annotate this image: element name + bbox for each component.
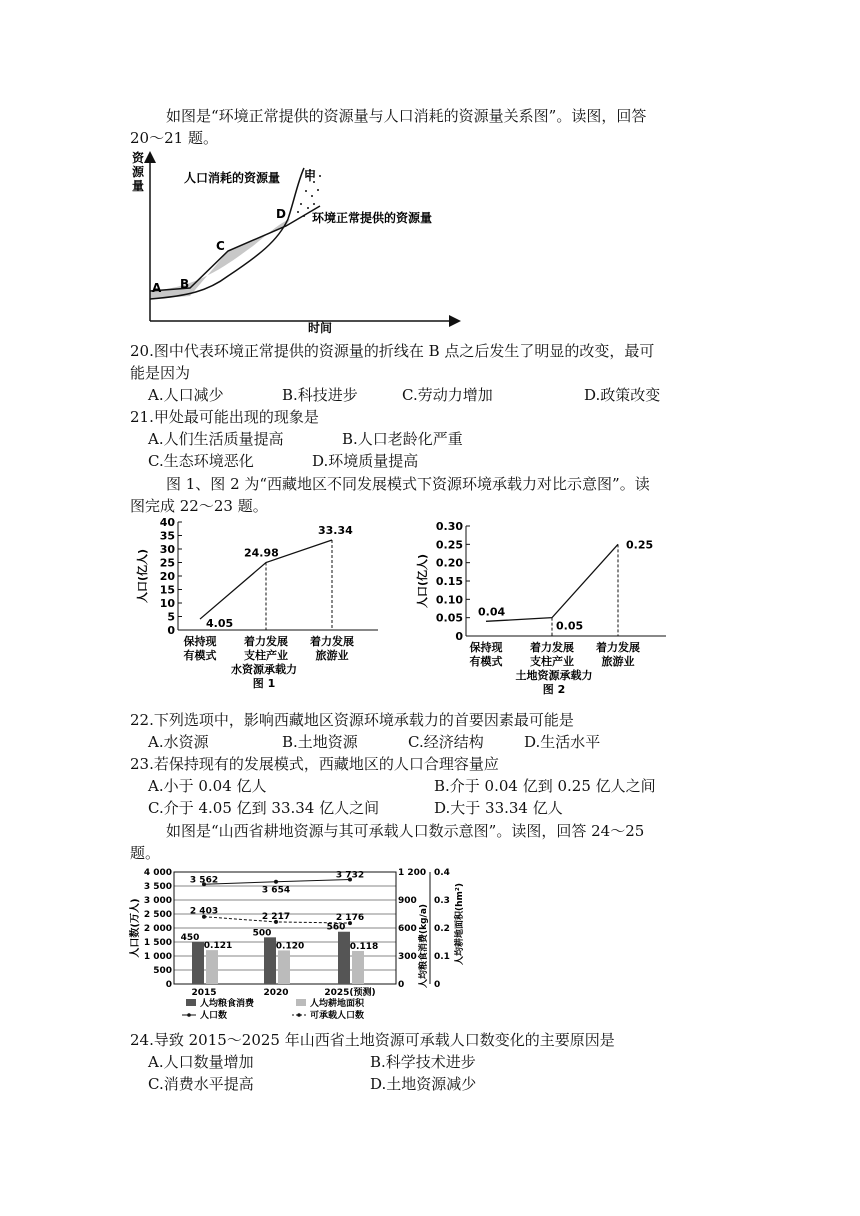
q22-option-a[interactable]: A.水资源 <box>148 733 209 751</box>
data-label: 0.25 <box>626 538 654 552</box>
y-right-tick: 0.1 <box>434 952 450 962</box>
y-axis-label-2: 源 <box>132 165 145 179</box>
y-tick-label: 15 <box>159 583 175 597</box>
consumption-curve <box>150 168 304 299</box>
intro-1-line-1: 如图是“环境正常提供的资源量与人口消耗的资源量关系图”。读图，回答 <box>166 107 647 125</box>
y-tick-label: 0.20 <box>435 556 463 570</box>
q24-option-d[interactable]: D.土地资源减少 <box>370 1075 477 1093</box>
chart-land-capacity <box>414 520 674 705</box>
q23-option-d[interactable]: D.大于 33.34 亿人 <box>434 799 563 817</box>
category-label: 旅游业 <box>315 649 349 662</box>
y-left-tick: 2 000 <box>143 924 172 934</box>
y-mid-tick: 300 <box>398 952 417 962</box>
category-label: 保持现 <box>183 635 217 648</box>
y-mid-tick: 0 <box>398 980 405 990</box>
legend-swatch-cropland <box>296 999 306 1006</box>
chart-title: 水资源承载力 <box>231 663 297 676</box>
category-label: 着力发展 <box>310 635 354 648</box>
bar-cropland <box>278 950 290 984</box>
q24-option-a[interactable]: A.人口数量增加 <box>148 1053 254 1071</box>
y-axis-label: 人口(亿人) <box>416 553 429 609</box>
y-axis-label: 人口(亿人) <box>136 548 149 604</box>
intro-2-line-2: 图完成 22～23 题。 <box>130 497 268 515</box>
point-b: B <box>180 277 190 291</box>
population-point <box>274 880 278 884</box>
y-mid-tick: 1 200 <box>398 868 427 878</box>
q24-stem: 24.导致 2015～2025 年山西省土地资源可承载人口数变化的主要原因是 <box>130 1031 615 1049</box>
env-resource-line <box>150 206 320 291</box>
category-label: 着力发展 <box>244 635 288 648</box>
category-label: 着力发展 <box>596 641 640 654</box>
y-right-tick: 0.3 <box>434 896 450 906</box>
category-label: 支柱产业 <box>530 655 574 668</box>
q23-option-b[interactable]: B.介于 0.04 亿到 0.25 亿人之间 <box>434 777 656 795</box>
y-tick-label: 25 <box>159 556 175 570</box>
q24-option-b[interactable]: B.科学技术进步 <box>370 1053 476 1071</box>
capacity-label: 2 403 <box>189 906 219 917</box>
y-tick-label: 0.15 <box>435 575 463 588</box>
y-tick-label: 0 <box>167 624 175 637</box>
data-label: 4.05 <box>206 617 234 631</box>
data-label: 33.34 <box>318 523 353 537</box>
q21-option-d[interactable]: D.环境质量提高 <box>312 452 419 470</box>
y-right-tick: 0.2 <box>434 924 450 934</box>
y-tick-label: 35 <box>159 529 175 543</box>
bar-grain-label: 500 <box>252 928 272 939</box>
y-left-tick: 3 000 <box>143 896 172 906</box>
legend-swatch-capacity-dot <box>297 1013 301 1017</box>
y-left-tick: 0 <box>165 980 172 990</box>
y-left-tick: 1 500 <box>143 938 172 948</box>
intro-1-line-2: 20～21 题。 <box>130 129 218 147</box>
q20-option-b[interactable]: B.科技进步 <box>282 386 358 404</box>
q22-option-b[interactable]: B.土地资源 <box>282 733 358 751</box>
bar-grain <box>192 942 204 984</box>
y-axis-label-3: 量 <box>132 179 145 193</box>
q21-stem: 21.甲处最可能出现的现象是 <box>130 408 319 426</box>
category-label: 有模式 <box>183 649 217 662</box>
q21-option-b[interactable]: B.人口老龄化严重 <box>342 430 463 448</box>
bar-grain-label: 450 <box>180 933 200 943</box>
y-left-tick: 500 <box>153 966 172 976</box>
point-a: A <box>152 281 162 295</box>
y-right-tick: 0 <box>434 980 441 990</box>
y-tick-label: 0 <box>455 630 463 643</box>
q20-option-c[interactable]: C.劳动力增加 <box>402 386 493 404</box>
bar-cropland-label: 0.118 <box>349 941 379 952</box>
legend-capacity: 可承载人口数 <box>310 1011 365 1021</box>
category-label: 2025(预测) <box>324 988 376 998</box>
q23-stem: 23.若保持现有的发展模式，西藏地区的人口合理容量应 <box>130 755 499 773</box>
point-d: D <box>276 207 286 221</box>
chart-title: 土地资源承载力 <box>515 669 593 682</box>
bar-grain <box>264 937 276 984</box>
q21-option-c[interactable]: C.生态环境恶化 <box>148 452 254 470</box>
q21-option-a[interactable]: A.人们生活质量提高 <box>148 430 284 448</box>
y-tick-label: 40 <box>159 516 175 529</box>
label-jia: 甲 <box>304 169 317 183</box>
legend-population: 人口数 <box>200 1011 228 1021</box>
y-axis-label-1: 资 <box>132 151 145 165</box>
y-mid-tick: 600 <box>398 924 417 934</box>
bar-cropland <box>352 951 364 984</box>
bar-cropland <box>206 950 218 984</box>
y-tick-label: 20 <box>159 570 175 583</box>
data-label: 0.04 <box>478 605 506 619</box>
data-label: 0.05 <box>556 619 584 633</box>
y-tick-label: 10 <box>159 597 175 610</box>
y-tick-label: 30 <box>159 543 175 556</box>
legend-cropland: 人均耕地面积 <box>310 999 365 1009</box>
y-tick-label: 0.10 <box>435 593 463 607</box>
category-label: 2020 <box>263 988 289 998</box>
category-label: 支柱产业 <box>244 649 288 662</box>
legend-swatch-population-dot <box>187 1013 191 1017</box>
bar-cropland-label: 0.120 <box>275 941 305 952</box>
category-label: 着力发展 <box>530 641 574 654</box>
category-label: 有模式 <box>469 655 503 668</box>
y-left-tick: 4 000 <box>143 868 172 878</box>
category-label: 保持现 <box>469 641 503 654</box>
q24-option-c[interactable]: C.消费水平提高 <box>148 1075 254 1093</box>
q22-option-c[interactable]: C.经济结构 <box>408 733 484 751</box>
q20-stem-1: 20.图中代表环境正常提供的资源量的折线在 B 点之后发生了明显的改变，最可 <box>130 342 655 360</box>
q23-option-c[interactable]: C.介于 4.05 亿到 33.34 亿人之间 <box>148 799 380 817</box>
y-right-tick: 0.4 <box>434 868 450 878</box>
chart-caption: 图 2 <box>542 683 566 696</box>
intro-3-line-2: 题。 <box>130 844 161 862</box>
point-c: C <box>216 239 225 253</box>
capacity-label: 2 176 <box>335 913 365 924</box>
legend-swatch-grain <box>186 999 196 1006</box>
q22-option-d[interactable]: D.生活水平 <box>524 733 601 751</box>
y-mid-tick: 900 <box>398 896 417 906</box>
chart-caption: 图 1 <box>252 677 276 690</box>
y-left-tick: 3 500 <box>143 882 172 892</box>
category-label: 2015 <box>191 988 217 998</box>
category-label: 旅游业 <box>601 655 635 668</box>
y-tick-label: 5 <box>167 610 175 624</box>
y-right-label: 人均耕地面积(hm²) <box>455 883 465 965</box>
y-tick-label: 0.05 <box>435 611 463 625</box>
y-left-tick: 1 000 <box>143 952 172 962</box>
q20-stem-2: 能是因为 <box>130 364 191 382</box>
bar-grain-label: 560 <box>326 922 346 933</box>
population-label: 3 562 <box>189 875 219 886</box>
bar-grain <box>338 932 350 984</box>
q23-option-a[interactable]: A.小于 0.04 亿人 <box>148 777 267 795</box>
label-consumption: 人口消耗的资源量 <box>184 171 281 185</box>
capacity-label: 2 217 <box>261 911 291 922</box>
y-tick-label: 0.25 <box>435 538 463 552</box>
data-label: 24.98 <box>244 546 279 560</box>
intro-3-line-1: 如图是“山西省耕地资源与其可承载人口数示意图”。读图，回答 24～25 <box>166 822 645 840</box>
bar-cropland-label: 0.121 <box>203 941 233 952</box>
series-line <box>486 544 618 621</box>
q20-option-d[interactable]: D.政策改变 <box>584 386 661 404</box>
legend-grain: 人均粮食消费 <box>200 999 255 1009</box>
population-label: 3 654 <box>261 885 291 896</box>
y-mid-label: 人均粮食消费(kg/a) <box>419 903 429 989</box>
population-label: 3 732 <box>335 870 365 881</box>
chart-water-capacity <box>134 514 384 704</box>
y-left-tick: 2 500 <box>143 910 172 920</box>
resource-relationship-diagram <box>128 146 468 336</box>
y-tick-label: 0.30 <box>435 520 463 533</box>
y-left-label: 人口数(万人) <box>130 898 141 958</box>
intro-2-line-1: 图 1、图 2 为“西藏地区不同发展模式下资源环境承载力对比示意图”。读 <box>166 475 650 493</box>
q22-stem: 22.下列选项中，影响西藏地区资源环境承载力的首要因素最可能是 <box>130 711 574 729</box>
chart-shanxi-cropland <box>128 866 478 1026</box>
q20-option-a[interactable]: A.人口减少 <box>148 386 224 404</box>
label-env: 环境正常提供的资源量 <box>312 211 433 225</box>
x-axis-label: 时间 <box>308 321 333 335</box>
